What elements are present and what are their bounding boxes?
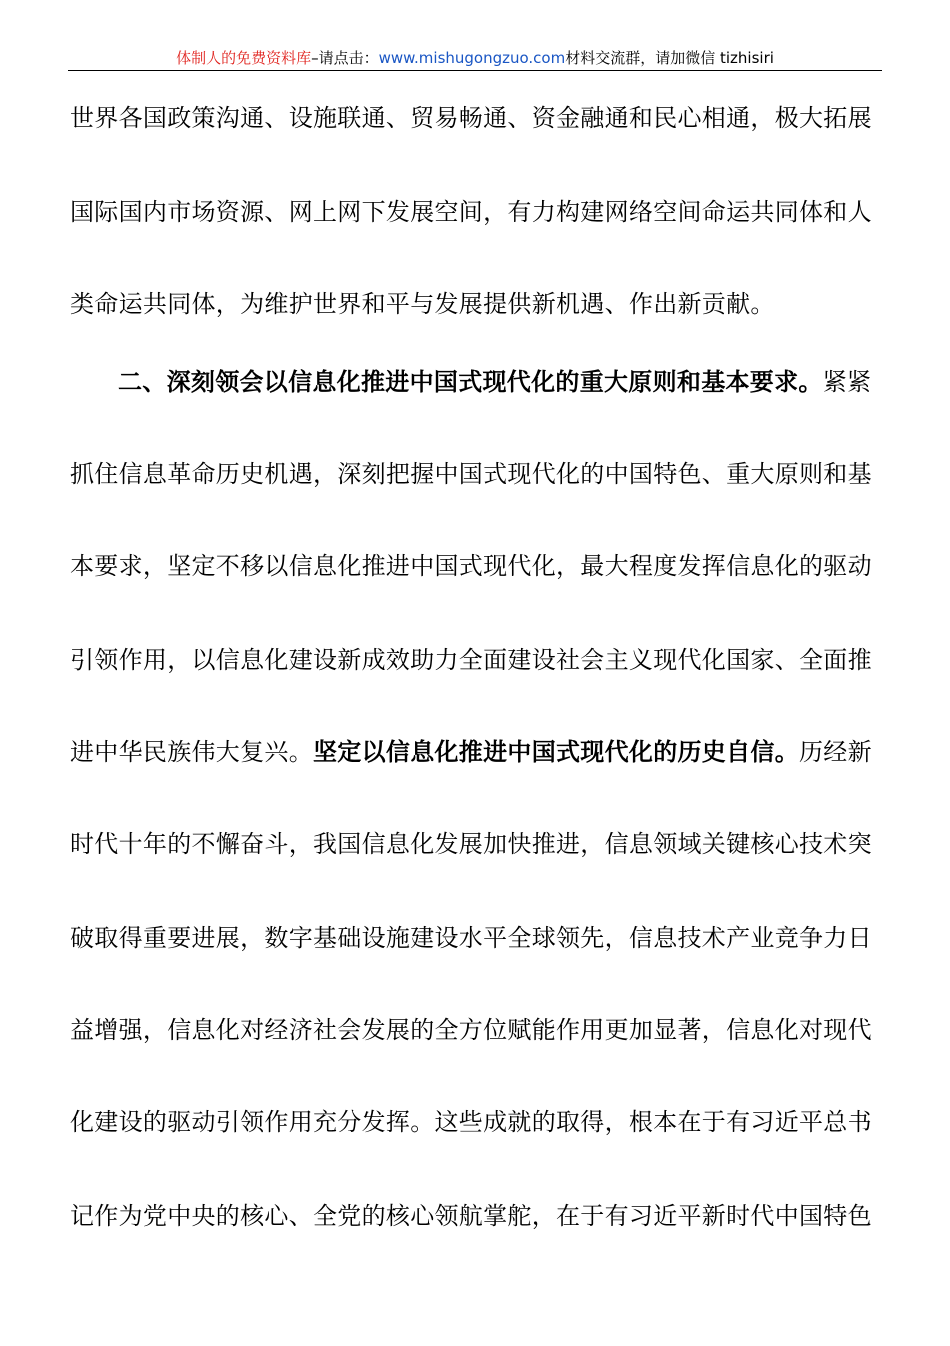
line-text: 类命运共同体，为维护世界和平与发展提供新机遇、作出新贡献。 xyxy=(70,290,775,318)
line-text: 抓住信息革命历史机遇，深刻把握中国式现代化的中国特色、重大原则和基 xyxy=(70,460,872,488)
body-line xyxy=(70,1106,872,1138)
section-heading: 二、深刻领会以信息化推进中国式现代化的重大原则和基本要求。 xyxy=(118,368,823,396)
body-line xyxy=(70,550,872,582)
body-line xyxy=(70,1014,872,1046)
body-line xyxy=(70,1200,872,1232)
header-brand: 体制人的免费资料库 xyxy=(176,49,312,67)
line-text: 引领作用，以信息化建设新成效助力全面建设社会主义现代化国家、全面推 xyxy=(70,646,872,674)
header-divider xyxy=(68,70,882,71)
header-contact: 材料交流群，请加微信 tizhisiri xyxy=(565,49,774,67)
header-site-link[interactable]: www.mishugongzuo.com xyxy=(378,49,566,67)
bold-subheading: 坚定以信息化推进中国式现代化的历史自信。 xyxy=(313,738,799,766)
body-line xyxy=(70,922,872,954)
header-prompt: –请点击： xyxy=(311,49,379,67)
body-line xyxy=(70,196,872,228)
body-line xyxy=(70,102,872,134)
body-line xyxy=(70,828,872,860)
line-text: 国际国内市场资源、网上网下发展空间，有力构建网络空间命运共同体和人 xyxy=(70,198,872,226)
section-heading-line xyxy=(118,366,871,398)
body-line xyxy=(70,644,872,676)
line-text: 破取得重要进展，数字基础设施建设水平全球领先，信息技术产业竞争力日 xyxy=(70,924,872,952)
page-header xyxy=(68,48,882,68)
line-text: 益增强，信息化对经济社会发展的全方位赋能作用更加显著，信息化对现代 xyxy=(70,1016,872,1044)
body-line xyxy=(70,736,872,768)
line-text: 记作为党中央的核心、全党的核心领航掌舵，在于有习近平新时代中国特色 xyxy=(70,1202,872,1230)
line-text: 时代十年的不懈奋斗，我国信息化发展加快推进，信息领域关键核心技术突 xyxy=(70,830,872,858)
line-text: 进中华民族伟大复兴。 xyxy=(70,738,313,766)
line-text: 历经新 xyxy=(799,738,872,766)
body-line xyxy=(70,288,775,320)
body-line xyxy=(70,458,872,490)
line-text: 世界各国政策沟通、设施联通、贸易畅通、资金融通和民心相通，极大拓展 xyxy=(70,104,872,132)
line-text: 紧紧 xyxy=(822,368,872,396)
line-text: 本要求，坚定不移以信息化推进中国式现代化，最大程度发挥信息化的驱动 xyxy=(70,552,872,580)
line-text: 化建设的驱动引领作用充分发挥。这些成就的取得，根本在于有习近平总书 xyxy=(70,1108,872,1136)
